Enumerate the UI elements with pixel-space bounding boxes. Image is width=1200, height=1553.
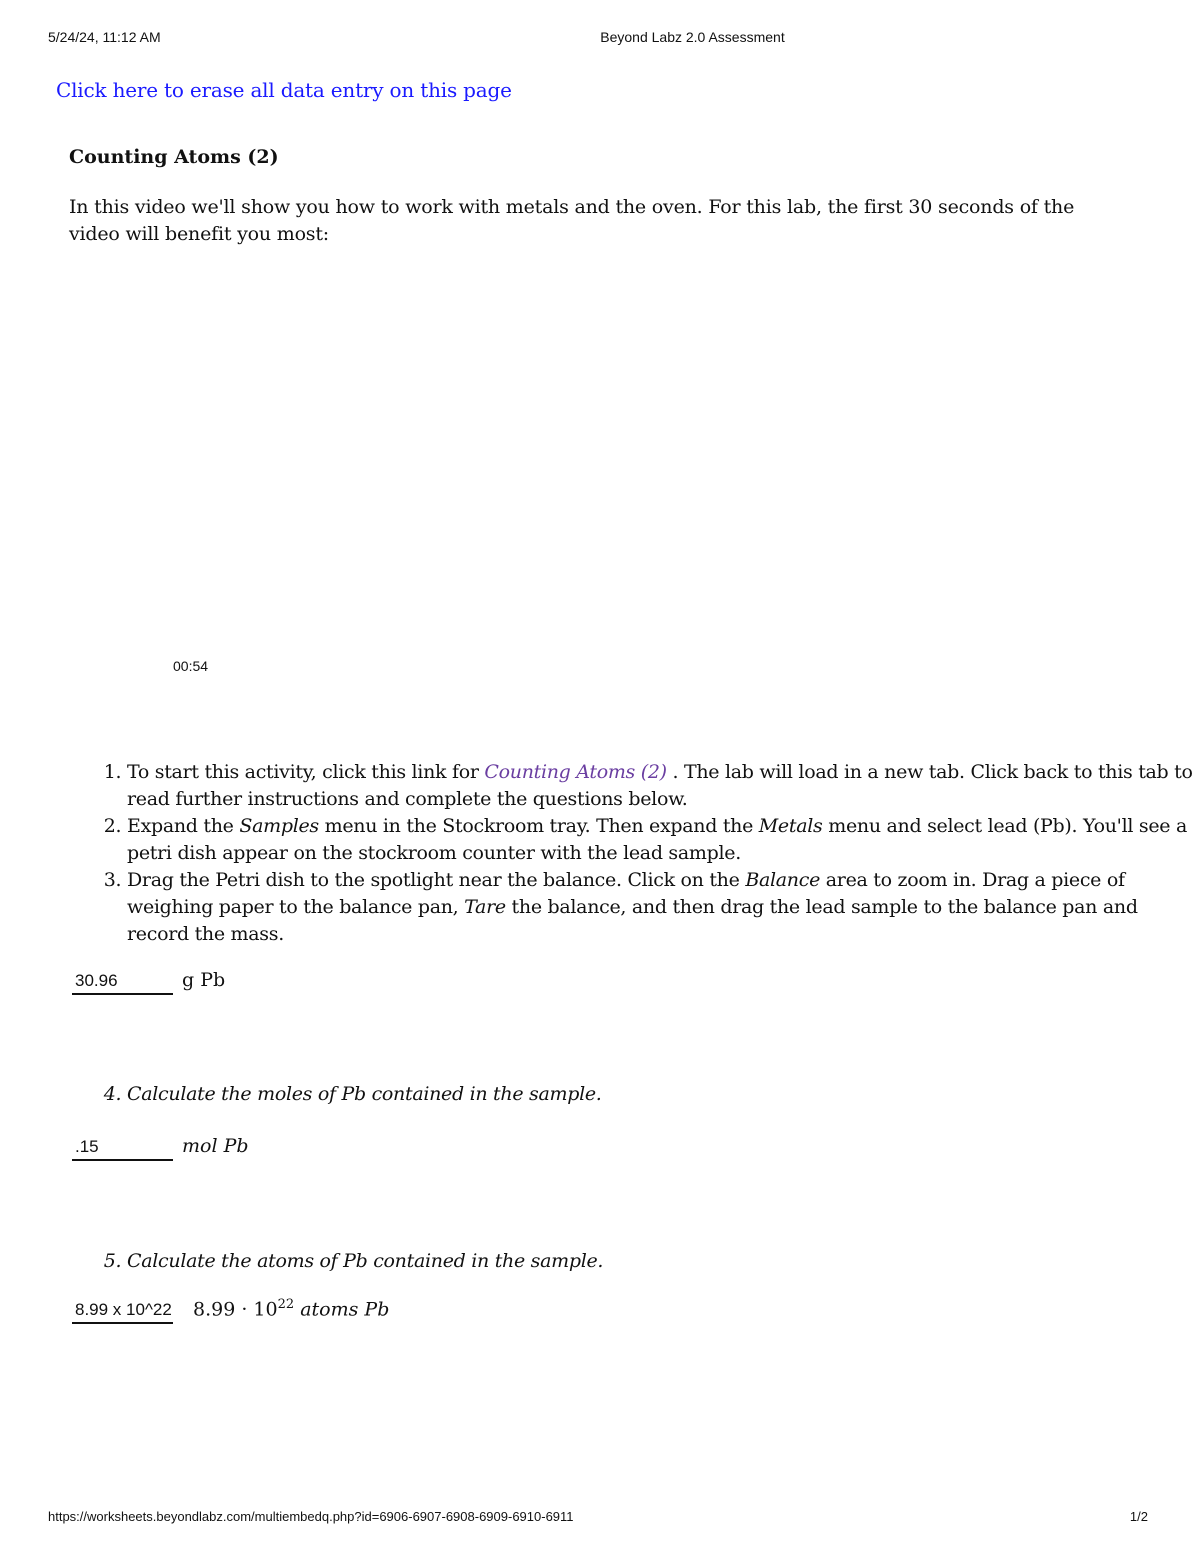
step-1: 1. To start this activity, click this link for Counting Atoms (2) . The lab will load in a new tab. Click back to this tab to read further instructions and complete the questions below. — [127, 759, 1197, 813]
atoms-math-preview: $8.99 \cdot 10^{22}$ atoms Pb — [193, 1297, 390, 1321]
question-5-text: 5. Calculate the atoms of Pb contained in the sample. — [127, 1250, 603, 1272]
print-page-number: 1/2 — [1129, 1509, 1148, 1524]
step-2: 2. Expand the Samples menu in the Stockroom tray. Then expand the Metals menu and select lead (Pb). You'll see a petri dish appear on the stockroom counter with the lead sample. — [127, 813, 1197, 867]
atoms-answer-row — [72, 1297, 389, 1324]
step-3: 3. Drag the Petri dish to the spotlight near the balance. Click on the Balance area to zoom in. Drag a piece of weighing paper to the balance pan, Tare the balance, and then drag the lead sample to the balance pan and record the mass. — [127, 867, 1197, 948]
moles-input[interactable] — [72, 1137, 173, 1161]
instruction-steps — [69, 759, 1197, 948]
question-4-text: 4. Calculate the moles of Pb contained in the sample. — [127, 1083, 602, 1105]
mass-answer-row — [72, 969, 225, 995]
video-duration: 00:54 — [173, 658, 209, 674]
counting-atoms-lab-link[interactable]: Counting Atoms (2) — [484, 761, 667, 783]
intro-text: In this video we'll show you how to work with metals and the oven. For this lab, the first 30 seconds of the video will benefit you most: — [69, 196, 1075, 245]
video-player[interactable] — [69, 262, 1129, 682]
print-page-title: Beyond Labz 2.0 Assessment — [600, 29, 785, 45]
question-5 — [69, 1250, 603, 1272]
print-url: https://worksheets.beyondlabz.com/multiembedq.php?id=6906-6907-6908-6909-6910-6911 — [48, 1509, 574, 1524]
moles-unit: mol Pb — [182, 1135, 249, 1157]
erase-data-link[interactable]: Click here to erase all data entry on this page — [56, 78, 512, 102]
moles-answer-row — [72, 1135, 249, 1161]
mass-input[interactable] — [72, 971, 173, 995]
atoms-input[interactable] — [72, 1300, 173, 1324]
mass-unit: g Pb — [182, 969, 226, 991]
section-title: Counting Atoms (2) — [69, 146, 279, 168]
question-4 — [69, 1083, 602, 1105]
print-datetime: 5/24/24, 11:12 AM — [48, 29, 161, 45]
